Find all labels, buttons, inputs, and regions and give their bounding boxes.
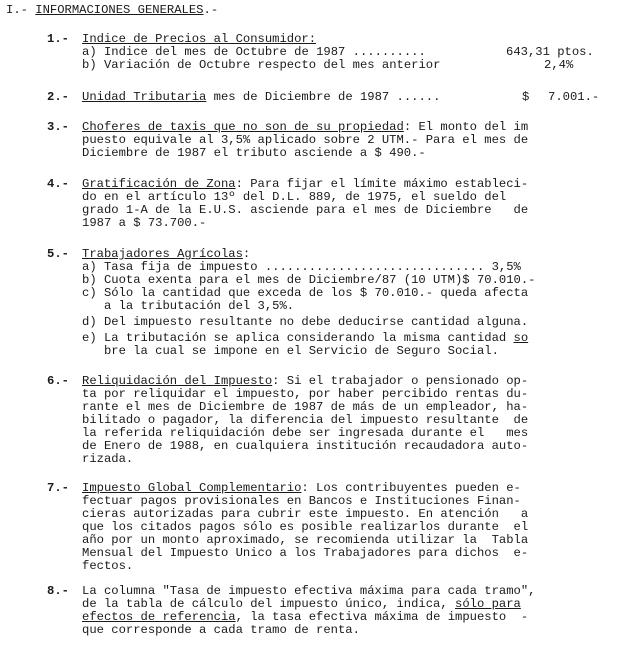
section-4-line-4: 1987 a $ 73.700.- bbox=[82, 216, 207, 230]
section-5-item-b: b) Cuota exenta para el mes de Diciembre/87 (10 UTM)$ 70.010.- bbox=[82, 273, 536, 287]
section-8-underlined-3: efectos de referencia bbox=[82, 610, 236, 624]
item-a-label: a) bbox=[82, 45, 97, 59]
section-7-line-5: año por un monto aproximado, se recomienda utilizar la Tabla bbox=[82, 533, 529, 547]
section-5-item-e-tail: so bbox=[513, 331, 529, 345]
section-3-title: Choferes de taxis que no son de su propiedad bbox=[82, 120, 404, 134]
section-7-title: Impuesto Global Complementario bbox=[82, 481, 302, 495]
section-5-title-tail: : bbox=[242, 247, 251, 261]
section-7-line-4: que los citados pagos sólo es posible realizarlos durante el bbox=[82, 520, 529, 534]
section-6-line-2: ta por reliquidar el impuesto, por haber percibido rentas du- bbox=[82, 387, 529, 401]
section-5-item-a: a) Tasa fija de impuesto .............................. 3,5% bbox=[82, 260, 521, 274]
section-4-number: 4.- bbox=[47, 177, 69, 191]
section-8-line-1: La columna "Tasa de impuesto efectiva máxima para cada tramo", bbox=[82, 584, 536, 598]
section-4-line-2: do en el artículo 13º del D.L. 889, de 1975, el sueldo del bbox=[82, 190, 507, 204]
section-6-line-6: de Enero de 1988, en cualquiera institución recaudadora auto- bbox=[82, 439, 529, 453]
section-3-text-1: : El monto del im bbox=[403, 120, 529, 134]
section-4-title: Gratificación de Zona bbox=[82, 177, 236, 191]
section-4-line-3: grado 1-A de la E.U.S. asciende para el mes de Diciembre de bbox=[82, 203, 529, 217]
section-3-line-2: puesto equivale al 3,5% aplicado sobre 2 UTM.- Para el mes de bbox=[82, 133, 529, 147]
header-roman: I.- bbox=[6, 3, 28, 17]
section-7-line-6: Mensual del Impuesto Unico a los Trabajadores para dichos e- bbox=[82, 546, 529, 560]
section-7-line-7: fectos. bbox=[82, 559, 134, 573]
header-line bbox=[6, 4, 218, 17]
section-2-number: 2.- bbox=[47, 90, 69, 104]
section-2-text: mes de Diciembre de 1987 ...... bbox=[213, 90, 441, 104]
section-6-text-1: : Si el trabajador o pensionado op- bbox=[272, 374, 529, 388]
section-1-number: 1.- bbox=[47, 32, 69, 46]
section-2-title: Unidad Tributaria bbox=[82, 90, 207, 104]
section-5-item-c-1: c) Sólo la cantidad que exceda de los $ 70.010.- queda afecta bbox=[82, 286, 529, 300]
section-7-number: 7.- bbox=[47, 481, 69, 495]
section-7-text-1: : Los contribuyentes pueden e- bbox=[301, 481, 521, 495]
section-8-number: 8.- bbox=[47, 584, 69, 598]
section-1-item-a-value: 643,31 ptos. bbox=[506, 45, 594, 59]
section-2-line bbox=[82, 91, 440, 104]
section-7-line-2: fectuar pagos provisionales en Bancos e Instituciones Finan- bbox=[82, 494, 521, 508]
section-5-number: 5.- bbox=[47, 247, 69, 261]
section-1-title: Indice de Precios al Consumidor: bbox=[82, 32, 317, 46]
item-b-label: b) bbox=[82, 58, 97, 72]
section-6-line-5: la referida reliquidación debe ser ingresada durante el mes bbox=[82, 426, 529, 440]
section-1-item-b bbox=[82, 59, 440, 72]
section-6-line-7: rizada. bbox=[82, 452, 134, 466]
section-5-item-e-2: bre la cual se impone en el Servicio de Seguro Social. bbox=[82, 344, 499, 358]
section-5-item-c-2: a la tributación del 3,5%. bbox=[82, 299, 295, 313]
section-2-currency: $ bbox=[522, 90, 530, 104]
item-b-text: Variación de Octubre respecto del mes anterior bbox=[103, 58, 441, 72]
item-a-text: Indice del mes de Octubre de 1987 .......... bbox=[103, 45, 426, 59]
section-1-item-b-value: 2,4% bbox=[544, 58, 574, 72]
section-8-text-2: de la tabla de cálculo del impuesto único, indica, bbox=[82, 597, 455, 611]
section-8-text-3: , la tasa efectiva máxima de impuesto - bbox=[235, 610, 529, 624]
section-6-line-4: bilitado o pagador, la diferencia del impuesto resultante de bbox=[82, 413, 529, 427]
section-5-item-e-text: e) La tributación se aplica considerando la misma cantidad bbox=[82, 331, 514, 345]
section-5-item-d: d) Del impuesto resultante no debe deducirse cantidad alguna. bbox=[82, 315, 529, 329]
section-6-title: Reliquidación del Impuesto bbox=[82, 374, 273, 388]
section-6-line-3: rante el mes de Diciembre de 1987 de más de un empleador, ha- bbox=[82, 400, 529, 414]
section-7-line-3: cieras autorizadas para cubrir este impuesto. En atención a bbox=[82, 507, 529, 521]
section-3-line-3: Diciembre de 1987 el tributo asciende a $ 490.- bbox=[82, 146, 426, 160]
header-title: INFORMACIONES GENERALES bbox=[35, 3, 204, 17]
section-8-line-4: que corresponde a cada tramo de renta. bbox=[82, 623, 360, 637]
header-tail: .- bbox=[203, 3, 219, 17]
section-8-underlined-2: sólo para bbox=[455, 597, 521, 611]
section-5-title: Trabajadores Agrícolas bbox=[82, 247, 243, 261]
section-3-number: 3.- bbox=[47, 120, 69, 134]
section-2-value: 7.001.- bbox=[548, 90, 600, 104]
section-4-text-1: : Para fijar el límite máximo estableci- bbox=[235, 177, 529, 191]
section-6-number: 6.- bbox=[47, 374, 69, 388]
